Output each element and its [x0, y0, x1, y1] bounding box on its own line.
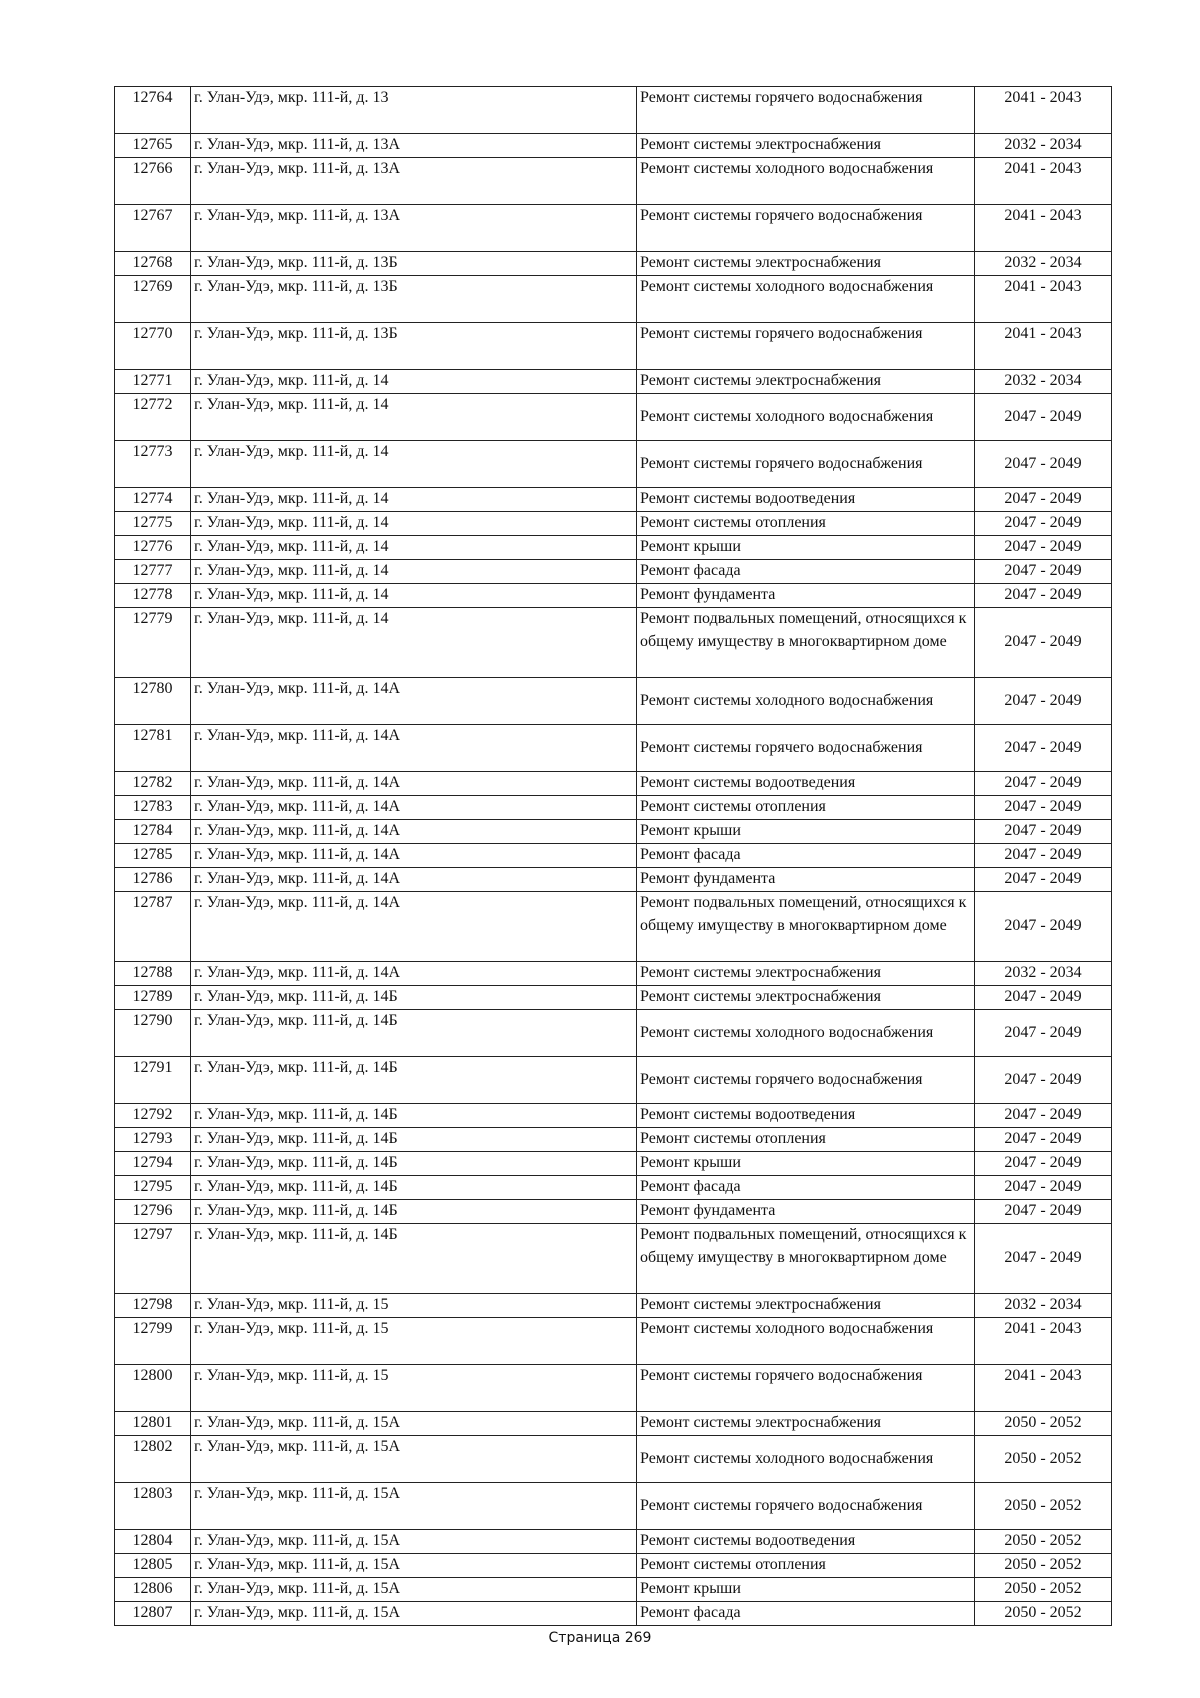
work-type-cell: Ремонт подвальных помещений, относящихся к общему имуществу в многоквартирном доме — [637, 608, 975, 678]
work-type-cell: Ремонт системы водоотведения — [637, 488, 975, 512]
work-type-cell: Ремонт системы электроснабжения — [637, 252, 975, 276]
work-type-cell: Ремонт крыши — [637, 1152, 975, 1176]
row-number: 12789 — [115, 986, 191, 1010]
address-cell: г. Улан-Удэ, мкр. 111-й, д. 14 — [191, 441, 637, 488]
table-row — [115, 1057, 1112, 1104]
years-cell: 2047 - 2049 — [975, 892, 1112, 962]
work-type-cell: Ремонт системы холодного водоснабжения — [637, 678, 975, 725]
years-cell: 2047 - 2049 — [975, 512, 1112, 536]
work-type-cell: Ремонт крыши — [637, 536, 975, 560]
years-cell: 2047 - 2049 — [975, 1200, 1112, 1224]
address-cell: г. Улан-Удэ, мкр. 111-й, д. 14Б — [191, 1176, 637, 1200]
row-number: 12784 — [115, 820, 191, 844]
address-cell: г. Улан-Удэ, мкр. 111-й, д. 15А — [191, 1602, 637, 1626]
work-type-cell: Ремонт системы горячего водоснабжения — [637, 1483, 975, 1530]
table-row — [115, 560, 1112, 584]
address-cell: г. Улан-Удэ, мкр. 111-й, д. 15А — [191, 1412, 637, 1436]
work-type-cell: Ремонт системы холодного водоснабжения — [637, 276, 975, 323]
address-cell: г. Улан-Удэ, мкр. 111-й, д. 15А — [191, 1530, 637, 1554]
address-cell: г. Улан-Удэ, мкр. 111-й, д. 15 — [191, 1318, 637, 1365]
row-number: 12793 — [115, 1128, 191, 1152]
address-cell: г. Улан-Удэ, мкр. 111-й, д. 15А — [191, 1436, 637, 1483]
table-row — [115, 962, 1112, 986]
row-number: 12800 — [115, 1365, 191, 1412]
row-number: 12807 — [115, 1602, 191, 1626]
years-cell: 2050 - 2052 — [975, 1554, 1112, 1578]
address-cell: г. Улан-Удэ, мкр. 111-й, д. 14Б — [191, 1010, 637, 1057]
row-number: 12774 — [115, 488, 191, 512]
table-row — [115, 868, 1112, 892]
row-number: 12785 — [115, 844, 191, 868]
work-type-cell: Ремонт системы электроснабжения — [637, 134, 975, 158]
row-number: 12766 — [115, 158, 191, 205]
row-number: 12771 — [115, 370, 191, 394]
row-number: 12786 — [115, 868, 191, 892]
address-cell: г. Улан-Удэ, мкр. 111-й, д. 14Б — [191, 1224, 637, 1294]
work-type-cell: Ремонт системы горячего водоснабжения — [637, 441, 975, 488]
address-cell: г. Улан-Удэ, мкр. 111-й, д. 14 — [191, 560, 637, 584]
row-number: 12765 — [115, 134, 191, 158]
table-row — [115, 772, 1112, 796]
work-type-cell: Ремонт фасада — [637, 844, 975, 868]
table-row — [115, 394, 1112, 441]
row-number: 12803 — [115, 1483, 191, 1530]
work-type-cell: Ремонт фасада — [637, 1176, 975, 1200]
address-cell: г. Улан-Удэ, мкр. 111-й, д. 14А — [191, 868, 637, 892]
row-number: 12806 — [115, 1578, 191, 1602]
work-type-cell: Ремонт подвальных помещений, относящихся к общему имуществу в многоквартирном доме — [637, 1224, 975, 1294]
table-body — [115, 87, 1112, 1626]
row-number: 12776 — [115, 536, 191, 560]
address-cell: г. Улан-Удэ, мкр. 111-й, д. 14 — [191, 394, 637, 441]
work-type-cell: Ремонт крыши — [637, 820, 975, 844]
address-cell: г. Улан-Удэ, мкр. 111-й, д. 14А — [191, 962, 637, 986]
row-number: 12795 — [115, 1176, 191, 1200]
work-type-cell: Ремонт фасада — [637, 560, 975, 584]
table-row — [115, 441, 1112, 488]
address-cell: г. Улан-Удэ, мкр. 111-й, д. 14 — [191, 536, 637, 560]
years-cell: 2041 - 2043 — [975, 323, 1112, 370]
address-cell: г. Улан-Удэ, мкр. 111-й, д. 14А — [191, 772, 637, 796]
years-cell: 2047 - 2049 — [975, 678, 1112, 725]
work-type-cell: Ремонт системы электроснабжения — [637, 986, 975, 1010]
table-row — [115, 608, 1112, 678]
work-type-cell: Ремонт системы горячего водоснабжения — [637, 1365, 975, 1412]
years-cell: 2047 - 2049 — [975, 441, 1112, 488]
work-type-cell: Ремонт системы горячего водоснабжения — [637, 87, 975, 134]
years-cell: 2047 - 2049 — [975, 1176, 1112, 1200]
address-cell: г. Улан-Удэ, мкр. 111-й, д. 14Б — [191, 1104, 637, 1128]
row-number: 12799 — [115, 1318, 191, 1365]
years-cell: 2047 - 2049 — [975, 868, 1112, 892]
row-number: 12769 — [115, 276, 191, 323]
work-type-cell: Ремонт системы отопления — [637, 1128, 975, 1152]
table-row — [115, 725, 1112, 772]
page-number: Страница 269 — [548, 1630, 652, 1646]
table-row — [115, 678, 1112, 725]
years-cell: 2041 - 2043 — [975, 276, 1112, 323]
years-cell: 2047 - 2049 — [975, 488, 1112, 512]
years-cell: 2047 - 2049 — [975, 1152, 1112, 1176]
row-number: 12788 — [115, 962, 191, 986]
row-number: 12777 — [115, 560, 191, 584]
repair-schedule-table — [114, 86, 1112, 1626]
row-number: 12783 — [115, 796, 191, 820]
address-cell: г. Улан-Удэ, мкр. 111-й, д. 15А — [191, 1554, 637, 1578]
row-number: 12801 — [115, 1412, 191, 1436]
address-cell: г. Улан-Удэ, мкр. 111-й, д. 15А — [191, 1483, 637, 1530]
table-row — [115, 1365, 1112, 1412]
years-cell: 2047 - 2049 — [975, 1224, 1112, 1294]
years-cell: 2041 - 2043 — [975, 1318, 1112, 1365]
row-number: 12802 — [115, 1436, 191, 1483]
row-number: 12790 — [115, 1010, 191, 1057]
work-type-cell: Ремонт системы отопления — [637, 796, 975, 820]
work-type-cell: Ремонт фундамента — [637, 868, 975, 892]
years-cell: 2041 - 2043 — [975, 205, 1112, 252]
row-number: 12797 — [115, 1224, 191, 1294]
table-row — [115, 1602, 1112, 1626]
row-number: 12767 — [115, 205, 191, 252]
work-type-cell: Ремонт системы электроснабжения — [637, 370, 975, 394]
table-row — [115, 205, 1112, 252]
years-cell: 2032 - 2034 — [975, 1294, 1112, 1318]
table-row — [115, 1436, 1112, 1483]
years-cell: 2047 - 2049 — [975, 536, 1112, 560]
row-number: 12772 — [115, 394, 191, 441]
table-row — [115, 87, 1112, 134]
address-cell: г. Улан-Удэ, мкр. 111-й, д. 13Б — [191, 276, 637, 323]
row-number: 12773 — [115, 441, 191, 488]
work-type-cell: Ремонт системы водоотведения — [637, 1104, 975, 1128]
work-type-cell: Ремонт фасада — [637, 1602, 975, 1626]
table-row — [115, 1010, 1112, 1057]
row-number: 12775 — [115, 512, 191, 536]
years-cell: 2047 - 2049 — [975, 844, 1112, 868]
work-type-cell: Ремонт системы горячего водоснабжения — [637, 323, 975, 370]
address-cell: г. Улан-Удэ, мкр. 111-й, д. 14 — [191, 512, 637, 536]
address-cell: г. Улан-Удэ, мкр. 111-й, д. 13Б — [191, 323, 637, 370]
years-cell: 2041 - 2043 — [975, 1365, 1112, 1412]
work-type-cell: Ремонт системы холодного водоснабжения — [637, 1318, 975, 1365]
work-type-cell: Ремонт подвальных помещений, относящихся к общему имуществу в многоквартирном доме — [637, 892, 975, 962]
row-number: 12764 — [115, 87, 191, 134]
years-cell: 2047 - 2049 — [975, 1057, 1112, 1104]
address-cell: г. Улан-Удэ, мкр. 111-й, д. 14 — [191, 488, 637, 512]
row-number: 12770 — [115, 323, 191, 370]
table-row — [115, 1483, 1112, 1530]
work-type-cell: Ремонт системы электроснабжения — [637, 1412, 975, 1436]
years-cell: 2047 - 2049 — [975, 1104, 1112, 1128]
address-cell: г. Улан-Удэ, мкр. 111-й, д. 14Б — [191, 1200, 637, 1224]
address-cell: г. Улан-Удэ, мкр. 111-й, д. 13А — [191, 205, 637, 252]
address-cell: г. Улан-Удэ, мкр. 111-й, д. 15 — [191, 1365, 637, 1412]
years-cell: 2032 - 2034 — [975, 370, 1112, 394]
row-number: 12768 — [115, 252, 191, 276]
years-cell: 2047 - 2049 — [975, 820, 1112, 844]
work-type-cell: Ремонт системы горячего водоснабжения — [637, 205, 975, 252]
work-type-cell: Ремонт системы холодного водоснабжения — [637, 1436, 975, 1483]
table-row — [115, 323, 1112, 370]
work-type-cell: Ремонт системы отопления — [637, 512, 975, 536]
table-row — [115, 1318, 1112, 1365]
address-cell: г. Улан-Удэ, мкр. 111-й, д. 13 — [191, 87, 637, 134]
row-number: 12778 — [115, 584, 191, 608]
table-row — [115, 252, 1112, 276]
table-row — [115, 820, 1112, 844]
table-row — [115, 892, 1112, 962]
years-cell: 2032 - 2034 — [975, 134, 1112, 158]
address-cell: г. Улан-Удэ, мкр. 111-й, д. 14 — [191, 370, 637, 394]
work-type-cell: Ремонт системы холодного водоснабжения — [637, 1010, 975, 1057]
address-cell: г. Улан-Удэ, мкр. 111-й, д. 13Б — [191, 252, 637, 276]
table-row — [115, 1530, 1112, 1554]
address-cell: г. Улан-Удэ, мкр. 111-й, д. 14 — [191, 608, 637, 678]
work-type-cell: Ремонт системы водоотведения — [637, 772, 975, 796]
years-cell: 2050 - 2052 — [975, 1530, 1112, 1554]
address-cell: г. Улан-Удэ, мкр. 111-й, д. 14А — [191, 844, 637, 868]
address-cell: г. Улан-Удэ, мкр. 111-й, д. 14А — [191, 796, 637, 820]
table-row — [115, 844, 1112, 868]
table-row — [115, 1578, 1112, 1602]
work-type-cell: Ремонт системы электроснабжения — [637, 1294, 975, 1318]
table-row — [115, 158, 1112, 205]
address-cell: г. Улан-Удэ, мкр. 111-й, д. 14А — [191, 678, 637, 725]
table-row — [115, 488, 1112, 512]
address-cell: г. Улан-Удэ, мкр. 111-й, д. 14Б — [191, 1128, 637, 1152]
years-cell: 2047 - 2049 — [975, 986, 1112, 1010]
table-row — [115, 512, 1112, 536]
address-cell: г. Улан-Удэ, мкр. 111-й, д. 14Б — [191, 1057, 637, 1104]
table-row — [115, 134, 1112, 158]
address-cell: г. Улан-Удэ, мкр. 111-й, д. 14А — [191, 892, 637, 962]
work-type-cell: Ремонт системы холодного водоснабжения — [637, 158, 975, 205]
address-cell: г. Улан-Удэ, мкр. 111-й, д. 14Б — [191, 986, 637, 1010]
row-number: 12805 — [115, 1554, 191, 1578]
address-cell: г. Улан-Удэ, мкр. 111-й, д. 15 — [191, 1294, 637, 1318]
table-row — [115, 1128, 1112, 1152]
years-cell: 2032 - 2034 — [975, 252, 1112, 276]
work-type-cell: Ремонт системы отопления — [637, 1554, 975, 1578]
row-number: 12796 — [115, 1200, 191, 1224]
years-cell: 2047 - 2049 — [975, 1010, 1112, 1057]
row-number: 12798 — [115, 1294, 191, 1318]
work-type-cell: Ремонт системы горячего водоснабжения — [637, 725, 975, 772]
row-number: 12791 — [115, 1057, 191, 1104]
work-type-cell: Ремонт системы горячего водоснабжения — [637, 1057, 975, 1104]
row-number: 12792 — [115, 1104, 191, 1128]
work-type-cell: Ремонт фундамента — [637, 1200, 975, 1224]
work-type-cell: Ремонт системы водоотведения — [637, 1530, 975, 1554]
table-row — [115, 1176, 1112, 1200]
address-cell: г. Улан-Удэ, мкр. 111-й, д. 13А — [191, 158, 637, 205]
table-row — [115, 1200, 1112, 1224]
work-type-cell: Ремонт системы электроснабжения — [637, 962, 975, 986]
years-cell: 2050 - 2052 — [975, 1436, 1112, 1483]
address-cell: г. Улан-Удэ, мкр. 111-й, д. 14А — [191, 725, 637, 772]
work-type-cell: Ремонт фундамента — [637, 584, 975, 608]
years-cell: 2050 - 2052 — [975, 1602, 1112, 1626]
years-cell: 2047 - 2049 — [975, 608, 1112, 678]
table-row — [115, 986, 1112, 1010]
years-cell: 2047 - 2049 — [975, 584, 1112, 608]
years-cell: 2047 - 2049 — [975, 394, 1112, 441]
row-number: 12779 — [115, 608, 191, 678]
years-cell: 2032 - 2034 — [975, 962, 1112, 986]
table-row — [115, 1152, 1112, 1176]
years-cell: 2047 - 2049 — [975, 560, 1112, 584]
years-cell: 2050 - 2052 — [975, 1483, 1112, 1530]
years-cell: 2047 - 2049 — [975, 796, 1112, 820]
row-number: 12781 — [115, 725, 191, 772]
table-row — [115, 796, 1112, 820]
years-cell: 2041 - 2043 — [975, 87, 1112, 134]
years-cell: 2047 - 2049 — [975, 725, 1112, 772]
years-cell: 2047 - 2049 — [975, 772, 1112, 796]
table-row — [115, 1412, 1112, 1436]
row-number: 12804 — [115, 1530, 191, 1554]
row-number: 12794 — [115, 1152, 191, 1176]
address-cell: г. Улан-Удэ, мкр. 111-й, д. 14А — [191, 820, 637, 844]
years-cell: 2047 - 2049 — [975, 1128, 1112, 1152]
table-row — [115, 276, 1112, 323]
address-cell: г. Улан-Удэ, мкр. 111-й, д. 15А — [191, 1578, 637, 1602]
address-cell: г. Улан-Удэ, мкр. 111-й, д. 13А — [191, 134, 637, 158]
years-cell: 2050 - 2052 — [975, 1412, 1112, 1436]
row-number: 12787 — [115, 892, 191, 962]
work-type-cell: Ремонт крыши — [637, 1578, 975, 1602]
row-number: 12780 — [115, 678, 191, 725]
years-cell: 2050 - 2052 — [975, 1578, 1112, 1602]
table-row — [115, 1554, 1112, 1578]
table-row — [115, 1224, 1112, 1294]
table-row — [115, 1294, 1112, 1318]
years-cell: 2041 - 2043 — [975, 158, 1112, 205]
table-row — [115, 370, 1112, 394]
work-type-cell: Ремонт системы холодного водоснабжения — [637, 394, 975, 441]
table-row — [115, 584, 1112, 608]
table-row — [115, 1104, 1112, 1128]
table-row — [115, 536, 1112, 560]
address-cell: г. Улан-Удэ, мкр. 111-й, д. 14Б — [191, 1152, 637, 1176]
address-cell: г. Улан-Удэ, мкр. 111-й, д. 14 — [191, 584, 637, 608]
row-number: 12782 — [115, 772, 191, 796]
